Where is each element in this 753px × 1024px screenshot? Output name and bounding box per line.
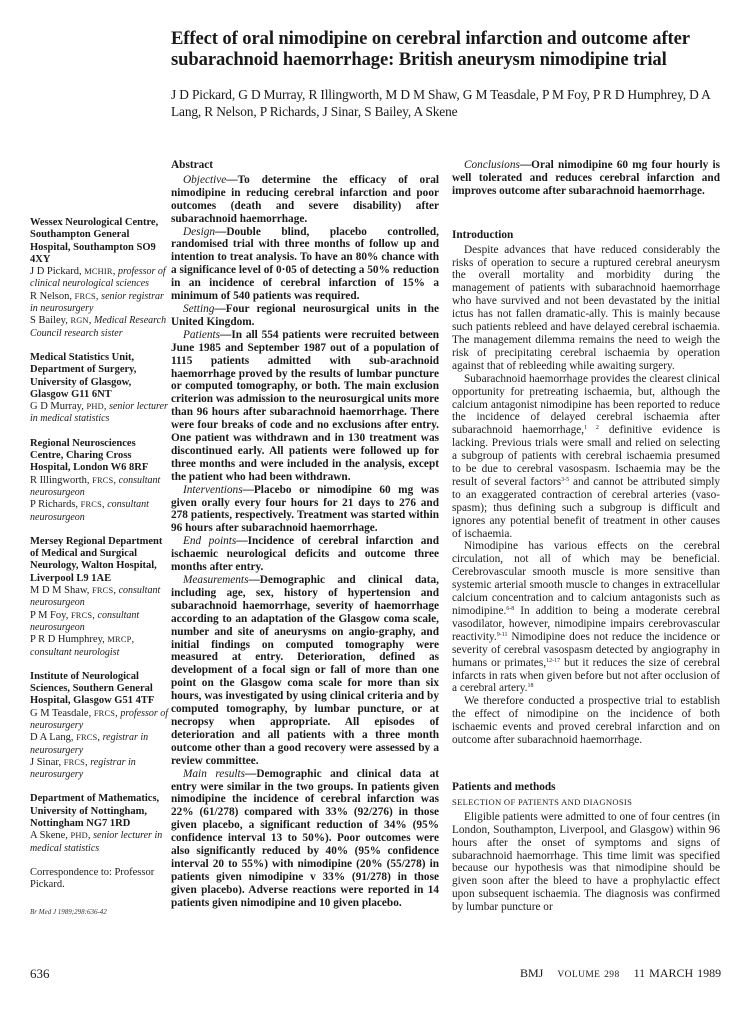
right-column	[452, 159, 720, 914]
author-entry: J D Pickard, MCHIR, professor of clinical neurological sciences	[30, 266, 166, 290]
author-degree: MRCP	[107, 635, 132, 645]
intro-paragraph	[452, 540, 720, 695]
section-text: To determine the efficacy of oral nimodipine in reducing cerebral infarction and poor outcomes (death and severe disability) after subarachnoid haemorrhage.	[171, 173, 439, 225]
methods-heading: Patients and methods	[452, 780, 556, 793]
author-role: consultant neurosurgeon	[30, 585, 161, 609]
author-degree: FRCS	[92, 475, 114, 485]
author-name: M D M Shaw	[30, 585, 87, 597]
abstract-design: Design—Double blind, placebo controlled, randomised trial with three months of follow up and intention to treat analysis. To have an 80% chance with a significance level of 0·05 of detecting a 50% reduction in an incidence of cerebral infarction of 15% a minimum of 540 patients was required.	[171, 225, 439, 303]
author-entry: D A Lang, FRCS, registrar in neurosurgery	[30, 732, 149, 756]
section-label: Objective	[183, 173, 227, 186]
author-degree: FRCS	[63, 757, 86, 767]
affiliation-mersey	[30, 536, 170, 659]
author-name: S Bailey	[30, 315, 66, 327]
abstract-interventions: Interventions—Placebo or nimodipine 60 mg was given orally every four hours for 21 days to 276 and 278 patients, respectively. Treatment was started within 96 hours after subarachnoid haemorrhage.	[171, 483, 439, 535]
section-text: Double blind, placebo controlled, randomised trial with three months of follow up and intention to treat analysis. To have an 80% chance with a significance level of 0·05 of detecting a 50% reduction in an incidence of cerebral infarction of 15% a minimum of 540 patients was required.	[171, 225, 439, 303]
introduction-heading: Introduction	[452, 228, 514, 241]
author-name: J Sinar	[30, 756, 59, 768]
reference-marker[interactable]: 6-8	[506, 606, 515, 612]
section-text: Placebo or nimodipine 60 mg was given orally every four hours for 21 days to 276 and 278 patients, respectively. Treatment was started within 96 hours after subarachnoid haemorrhage.	[171, 483, 439, 535]
author-degree: FRCS	[74, 291, 96, 301]
author-role: registrar in neurosurgery	[30, 732, 149, 756]
affiliation-heading: Institute of Neurological Sciences, Southern General Hospital, Glasgow G51 4TF	[30, 670, 155, 707]
text-run: and cannot be attributed simply to an exaggerated contraction of cerebral arteries (vaso-spasm); thus defining such a subgroup is difficult and ignores any potential benefit of treatment in other causes of ischaemia.	[452, 475, 720, 540]
section-label: Setting	[183, 302, 215, 315]
author-name: D A Lang	[30, 732, 71, 744]
author-degree: PHD	[70, 831, 88, 841]
author-degree: MCHIR	[84, 267, 113, 277]
author-entry: J Sinar, FRCS, registrar in neurosurgery	[30, 756, 136, 781]
author-entry: S Bailey, RGN, Medical Research Council research sister	[30, 315, 167, 339]
section-text: Four regional neurosurgical units in the United Kingdom.	[171, 302, 439, 328]
journal-citation: Br Med J 1989;298:636-42	[30, 907, 107, 916]
section-text: Incidence of cerebral infarction and ischaemic neurological deficits and outcome three months after entry.	[171, 535, 439, 574]
author-entry: P Richards, FRCS, consultant neurosurgeon	[30, 499, 149, 523]
affiliation-glasgow-stats	[30, 352, 170, 426]
text-run: In addition to being a moderate cerebral vasodilator, however, nimodipine impairs cerebrovascular reactivity.	[452, 605, 720, 643]
journal-volume: VOLUME 298	[557, 970, 620, 980]
author-name: G D Murray	[30, 401, 82, 413]
section-label: Patients	[183, 328, 221, 341]
author-role: consultant neurosurgeon	[30, 609, 140, 633]
author-name: G M Teasdale	[30, 707, 89, 719]
affiliation-heading: Medical Statistics Unit, Department of Surgery, University of Glasgow, Glasgow G11 6NT	[30, 351, 137, 400]
reference-marker[interactable]: 12-17	[546, 657, 561, 664]
abstract-objective: Objective—To determine the efficacy of oral nimodipine in reducing cerebral infarction and poor outcomes (death and severe disability) after subarachnoid haemorrhage.	[171, 173, 439, 225]
author-entry: G M Teasdale, FRCS, professor of neurosurgery	[30, 707, 169, 731]
author-role: Medical Research Council research sister	[30, 315, 167, 339]
section-text: Oral nimodipine 60 mg four hourly is well tolerated and reduces cerebral infarction and improves outcome after subarachnoid haemorrhage.	[452, 159, 720, 197]
text-run: but it reduces the size of cerebral infarcts in rats when given before but not after occlusion of a cerebral artery.	[452, 656, 720, 695]
abstract-patients: Patients—In all 554 patients were recruited between June 1985 and September 1987 out of a population of 1115 patients admitted with sub-arachnoid haemorrhage proved by the results of lumbar puncture or computed tomography, or both. The main exclusion criterion was admission to the neurosurgical units more than 96 hours after subarachnoid haemorrhage. There were four breaks of code and no exclusions after entry. One patient was withdrawn and in 130 treatment was discontinued early. All patients were followed up for three months and were included in the analysis, except the patient who had been withdrawn.	[171, 328, 439, 483]
methods-paragraph: Eligible patients were admitted to one of four centres (in London, Southampton, Liverpool, and Glasgow) within 96 hours after the onset of symptoms and signs of subarachnoid haemorrhage. This time limit was specified because our hypothesis was that nimodipine should be given soon after the bleed to have a prophylactic effect upon subsequent ischaemia. The diagnosis was confirmed by lumbar puncture or	[452, 810, 720, 914]
text-run: Subarachnoid haemorrhage provides the clearest clinical opportunity for pretreating ischaemia, but, although the calcium antagonist nimodipine has been reported to reduce the incidence of delayed cerebral ischaemia after subarachnoid haemorrhage,	[452, 372, 720, 437]
abstract-conclusions: Conclusions—Oral nimodipine 60 mg four hourly is well tolerated and reduces cerebral infarction and improves outcome after subarachnoid haemorrhage.	[452, 159, 720, 197]
author-name: P Richards	[30, 499, 76, 511]
author-degree: PHD	[86, 402, 104, 412]
section-label: Interventions	[183, 483, 243, 496]
affiliation-heading: Regional Neurosciences Centre, Charing Cross Hospital, London W6 8RF	[30, 437, 149, 474]
author-role: consultant neurosurgeon	[30, 474, 161, 498]
section-text: Demographic and clinical data, including age, sex, history of hypertension and subarachnoid haemorrhage, severity of haemorrhage according to an adaptation of the Glasgow coma scale, number and site of aneurysms on angio-graphy, and initial findings on computed tomography were measured at entry. Deterioration, defined as development of a focal sign or fall of more than one point on the Glasgow coma scale for more than six hours, was investigated by using clinical criteria and by computed tomography, by lumbar puncture, or at necropsy when appropriate. All episodes of deterioration and all patients with a three month outcome other than a good recovery were assessed by a review committee.	[171, 574, 439, 767]
author-name: R Nelson	[30, 290, 70, 302]
intro-paragraph: We therefore conducted a prospective trial to establish the effect of nimodipine on the incidence of both ischaemic events and proved cerebral infarction and on outcome after subarachnoid haemorrhage.	[452, 695, 720, 747]
affiliation-wessex	[30, 217, 170, 340]
reference-marker[interactable]: 1 2	[584, 425, 599, 432]
author-role: registrar in neurosurgery	[30, 756, 136, 781]
author-role: consultant neurologist	[30, 646, 120, 658]
reference-marker[interactable]: 18	[527, 683, 534, 690]
author-entry: P R D Humphrey, MRCP, consultant neurologist	[30, 634, 135, 658]
journal-name: BMJ	[520, 966, 544, 980]
intro-paragraph: Despite advances that have reduced considerably the risks of operation to secure a ruptured cerebral aneurysm the overall mortality and morbidity during the management of patients with subarachnoid haemorrhage who have survived and not been devastated by the initial ictus has not fallen dramatic-ally. This is mainly because such patients rebleed and have delayed cerebral ischaemia. The management dilemma remains the need to weigh the risk of precipitating cerebral ischaemia by operation against that of rebleeding while awaiting surgery.	[452, 243, 720, 372]
issue-date: 11 MARCH 1989	[633, 966, 722, 980]
author-entry: R Illingworth, FRCS, consultant neurosurgeon	[30, 474, 161, 498]
author-degree: FRCS	[92, 586, 114, 596]
intro-paragraph	[452, 373, 720, 541]
text-run: Nimodipine does not reduce the incidence or severity of cerebral vasospasm detected by angiography in humans or primates,	[452, 630, 720, 669]
affiliation-heading: Mersey Regional Department of Medical and Surgical Neurology, Walton Hospital, Liverpool L9 1AE	[30, 535, 163, 584]
abstract-column	[171, 159, 439, 910]
page-number: 636	[30, 966, 50, 981]
author-degree: FRCS	[93, 708, 116, 718]
section-label: End points	[183, 535, 237, 548]
author-role: professor of clinical neurological sciences	[30, 266, 166, 290]
author-entry: G D Murray, PHD, senior lecturer in medical statistics	[30, 401, 168, 425]
author-role: senior lecturer in medical statistics	[30, 830, 163, 854]
abstract-measurements: Measurements—Demographic and clinical data, including age, sex, history of hypertension and subarachnoid haemorrhage, severity of haemorrhage according to an adaptation of the Glasgow coma scale, number and site of aneurysms on angio-graphy, and initial findings on computed tomography were measured at entry. Deterioration, defined as development of a focal sign or fall of more than one point on the Glasgow coma scale for more than six hours, was investigated by using clinical criteria and by computed tomography, by lumbar puncture, or at necropsy when appropriate. All episodes of deterioration and all patients with a three month outcome other than a good recovery were assessed by a review committee.	[171, 574, 439, 767]
abstract-end-points: End points—Incidence of cerebral infarction and ischaemic neurological deficits and outcome three months after entry.	[171, 535, 439, 574]
author-degree: FRCS	[76, 733, 98, 743]
section-label: Design	[183, 225, 216, 238]
author-role: consultant neurosurgeon	[30, 499, 149, 523]
author-name: J D Pickard	[30, 266, 79, 278]
section-text: In all 554 patients were recruited between June 1985 and September 1987 out of a population of 1115 patients admitted with sub-arachnoid haemorrhage proved by the results of lumbar puncture or computed tomography, or both. The main exclusion criterion was admission to the neurosurgical units more than 96 hours after subarachnoid haemorrhage. There were four breaks of code and no exclusions after entry. One patient was withdrawn and in 130 treatment was discontinued early. All patients were followed up for three months and were included in the analysis, except the patient who had been withdrawn.	[171, 328, 439, 483]
affiliation-heading: Wessex Neurological Centre, Southampton General Hospital, Southampton SO9 4XY	[30, 217, 159, 265]
section-label: Main results	[183, 767, 246, 780]
section-text: Demographic and clinical data at entry were similar in the two groups. In patients given nimodipine the incidence of cerebral infarction was 22% (61/278) compared with 33% (92/276) in those given placebo, a significant reduction of 34% (95% confidence interval 13 to 50%). Poor outcomes were also significantly reduced by 40% (95% confidence interval 20 to 55%) with nimodipine (20% (55/278) in patients given nimodipine v 33% (91/278) in those given placebo). Adverse reactions were reported in 14 patients given nimodipine and 10 given placebo.	[171, 767, 439, 909]
author-entry: M D M Shaw, FRCS, consultant neurosurgeon	[30, 585, 161, 609]
author-name: R Illingworth	[30, 474, 87, 486]
text-run: definitive evidence is lacking. Previous trials were small and relied on selecting a subgroup of patients with cerebral ischaemia presumed to be due to cerebral vasospasm. Ischaemia may be the result of several factors	[452, 424, 721, 488]
affiliation-heading: Department of Mathematics, University of Nottingham, Nottingham NG7 1RD	[30, 793, 160, 830]
reference-marker[interactable]: 3-5	[561, 476, 570, 483]
author-degree: FRCS	[70, 610, 93, 620]
author-role: professor of neurosurgery	[30, 707, 169, 731]
section-label: Conclusions	[464, 159, 520, 171]
section-label: Measurements	[183, 574, 249, 586]
author-entry: R Nelson, FRCS, senior registrar in neurosurgery	[30, 290, 164, 315]
author-name: P M Foy	[30, 609, 66, 621]
article-title: Effect of oral nimodipine on cerebral infarction and outcome after subarachnoid haemorrhage: British aneurysm nimodipine trial	[171, 28, 690, 70]
abstract-heading: Abstract	[171, 159, 214, 171]
correspondence-note: Correspondence to: Professor Pickard.	[30, 866, 155, 891]
affiliations-sidebar	[30, 217, 170, 918]
author-degree: FRCS	[80, 500, 102, 510]
author-list: J D Pickard, G D Murray, R Illingworth, M D M Shaw, G M Teasdale, P M Foy, P R D Humphrey, D A Lang, R Nelson, P Richards, J Sinar, S Bailey, A Skene	[171, 87, 710, 119]
author-name: P R D Humphrey	[30, 634, 103, 646]
affiliation-charing-cross	[30, 438, 170, 524]
abstract-setting: Setting—Four regional neurosurgical units in the United Kingdom.	[171, 302, 439, 328]
author-entry: A Skene, PHD, senior lecturer in medical statistics	[30, 830, 163, 854]
journal-footer	[520, 966, 731, 981]
reference-marker[interactable]: 9-11	[496, 631, 508, 638]
author-role: senior lecturer in medical statistics	[30, 401, 168, 425]
affiliation-southern-general	[30, 671, 170, 782]
author-entry: P M Foy, FRCS, consultant neurosurgeon	[30, 609, 140, 633]
author-degree: RGN	[70, 316, 89, 326]
text-run: Nimodipine has various effects on the cerebral circulation, not all of which may be beneficial. Cerebrovascular smooth muscle is more sensitive than systemic arterial smooth muscle to changes in extracellular calcium concentration and to calcium antagonists such as nimodipine.	[452, 540, 720, 617]
author-name: A Skene	[30, 830, 66, 842]
author-role: senior registrar in neurosurgery	[30, 290, 164, 315]
abstract-main-results: Main results—Demographic and clinical data at entry were similar in the two groups. In patients given nimodipine the incidence of cerebral infarction was 22% (61/278) compared with 33% (92/276) in those given placebo, a significant reduction of 34% (95% confidence interval 13 to 50%). Poor outcomes were also significantly reduced by 40% (95% confidence interval 20 to 55%) with nimodipine (20% (55/278) in patients given nimodipine v 33% (91/278) in those given placebo). Adverse reactions were reported in 14 patients given nimodipine and 10 given placebo.	[171, 767, 439, 909]
methods-subheading: SELECTION OF PATIENTS AND DIAGNOSIS	[452, 796, 633, 807]
affiliation-nottingham	[30, 793, 170, 854]
